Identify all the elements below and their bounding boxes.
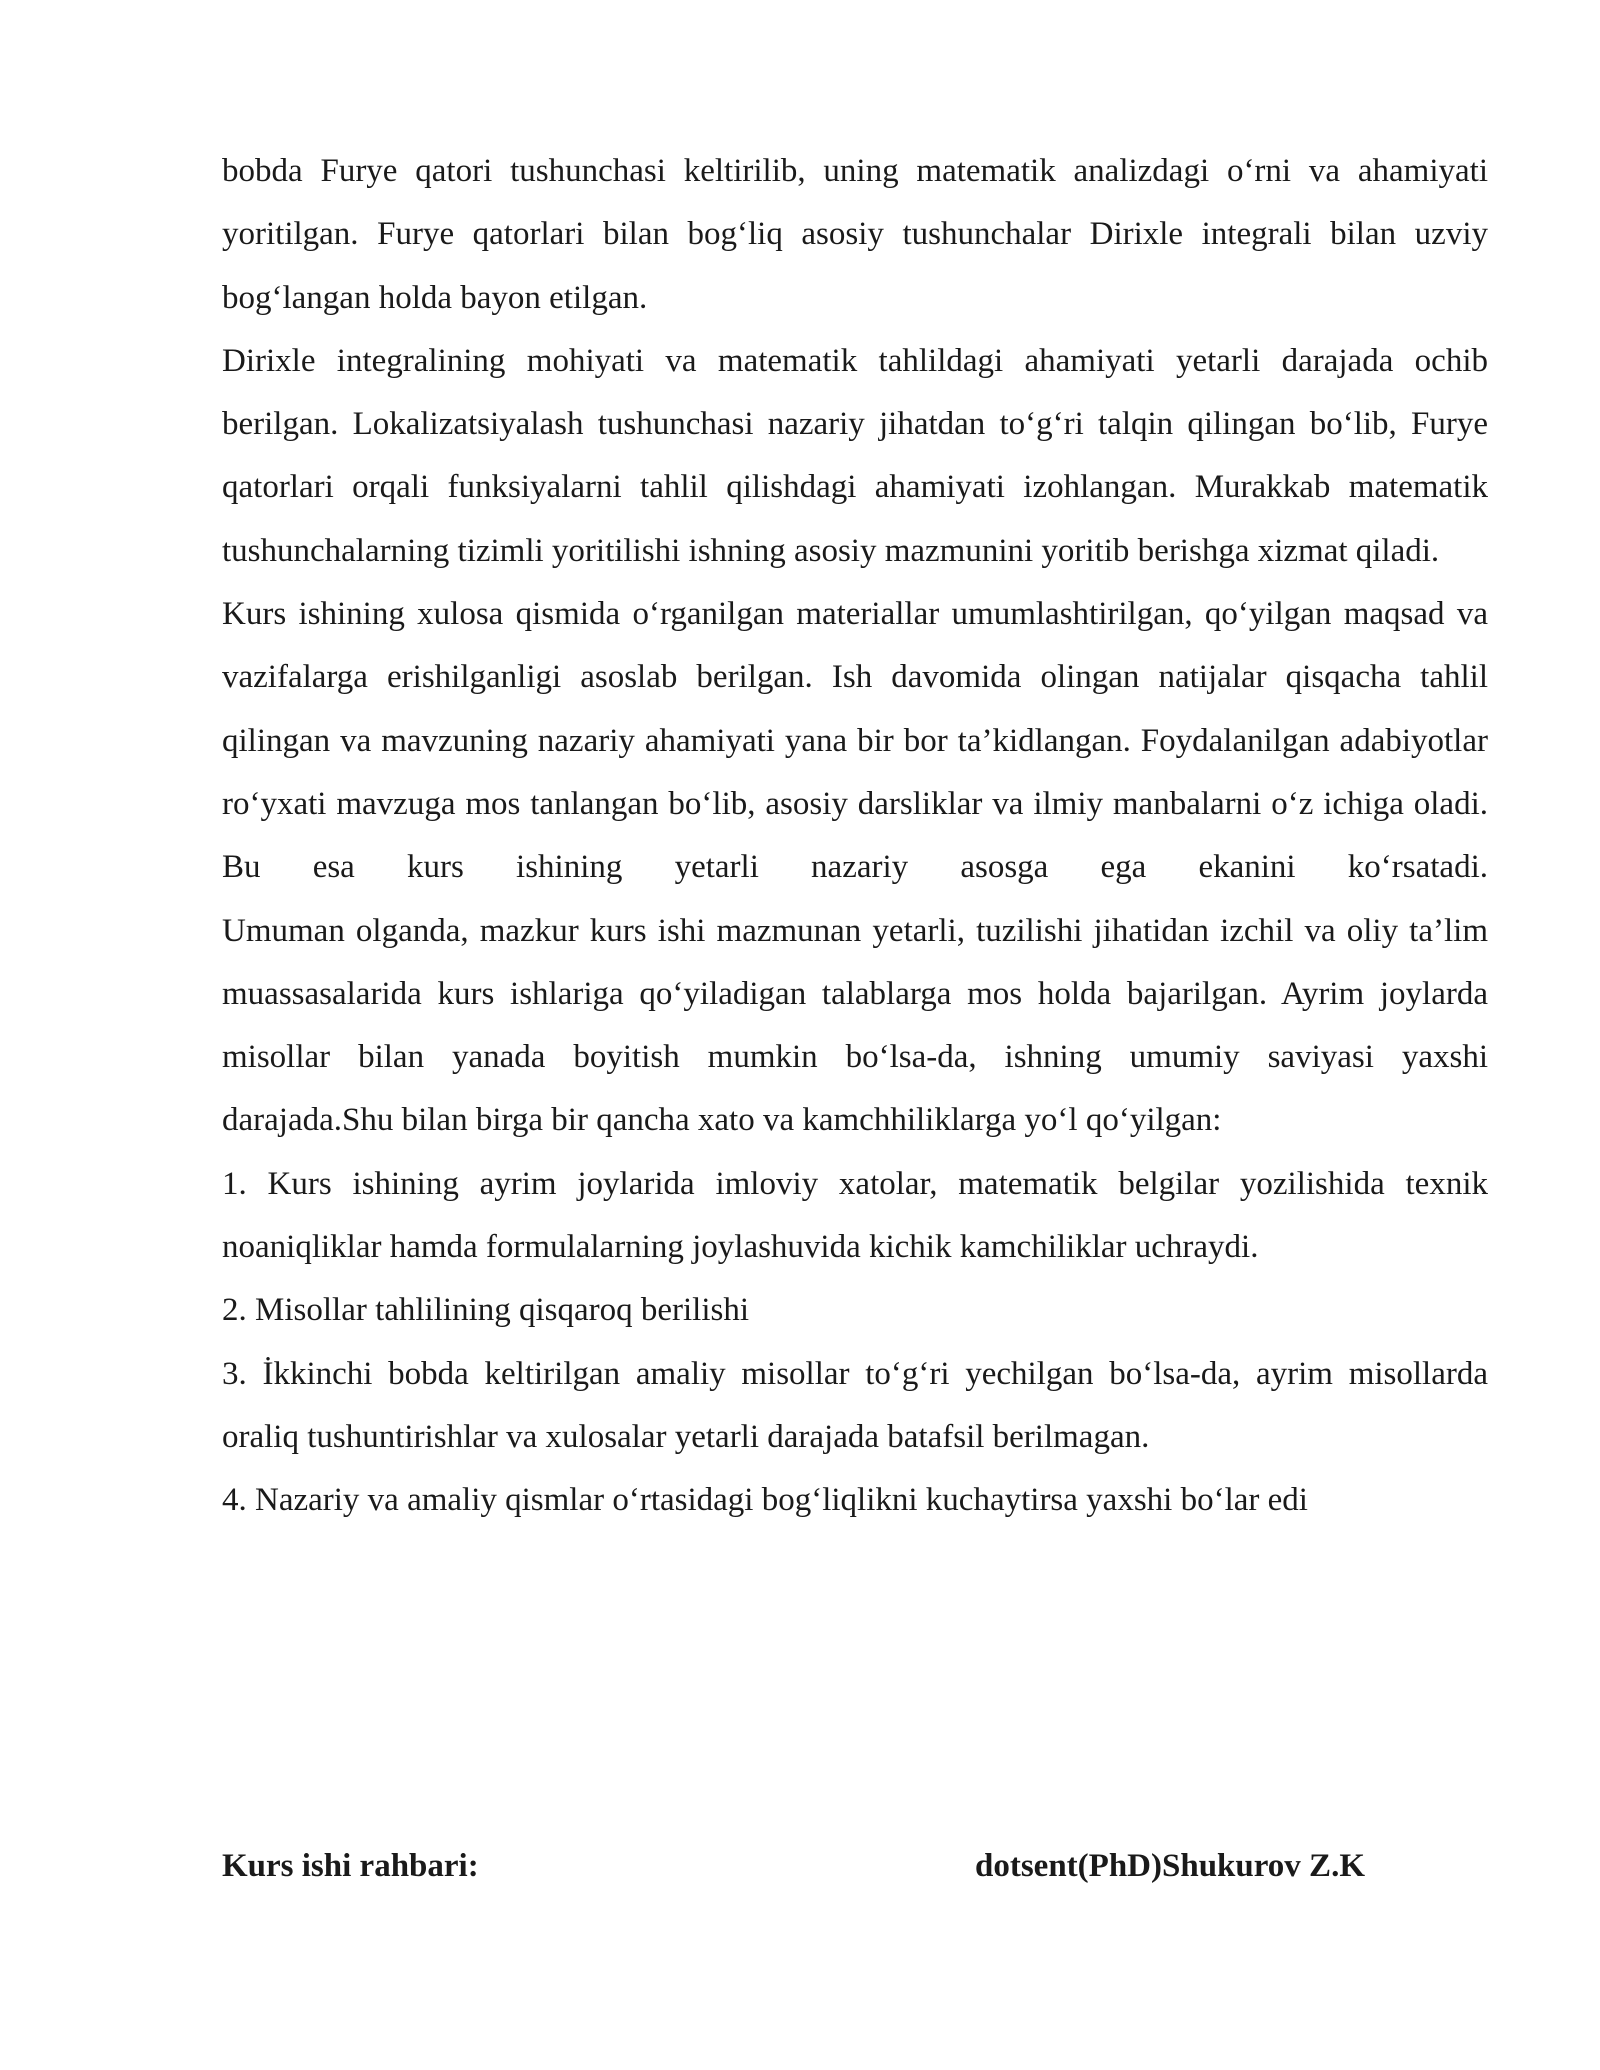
signature-label: Kurs ishi rahbari: xyxy=(222,1848,479,1884)
document-body xyxy=(222,140,1488,1533)
paragraph-chapter-summary: bobda Furye qatori tushunchasi keltirilib, uning matematik analizdagi o‘rni va ahamiyati yoritilgan. Furye qatorlari bilan bog‘liq asosiy tushunchalar Dirixle integrali bilan uzviy bog‘langan holda bayon etilgan. xyxy=(222,153,1488,316)
list-item-3: 3. İkkinchi bobda keltirilgan amaliy misollar to‘g‘ri yechilgan bo‘lsa-da, ayrim misollarda oraliq tushuntirishlar va xulosalar yetarli darajada batafsil berilmagan. xyxy=(222,1355,1488,1455)
paragraph-overall-assessment: Umuman olganda, mazkur kurs ishi mazmunan yetarli, tuzilishi jihatidan izchil va oliy ta’lim muassasalarida kurs ishlariga qo‘yiladigan talablarga mos holda bajarilgan. Ayrim joylarda misollar bilan yanada boyitish mumkin bo‘lsa-da, ishning umumiy saviyasi yaxshi darajada.Shu bilan birga bir qancha xato va kamchhiliklarga yo‘l qo‘yilgan: xyxy=(222,912,1488,1139)
list-item-2: 2. Misollar tahlilining qisqaroq berilishi xyxy=(222,1292,750,1329)
list-item-4: 4. Nazariy va amaliy qismlar o‘rtasidagi bog‘liqlikni kuchaytirsa yaxshi bo‘lar edi xyxy=(222,1482,1308,1519)
paragraph-conclusion-section: Kurs ishining xulosa qismida o‘rganilgan materiallar umumlashtirilgan, qo‘yilgan maqsad va vazifalarga erishilganligi asoslab berilgan. Ish davomida olingan natijalar qisqacha tahlil qilingan va mavzuning nazariy ahamiyati yana bir bor ta’kidlangan. Foydalanilgan adabiyotlar ro‘yxati mavzuga mos tanlangan bo‘lib, asosiy darsliklar va ilmiy manbalarni o‘z ichiga oladi. Bu esa kurs ishining yetarli nazariy asosga ega ekanini ko‘rsatadi. xyxy=(222,596,1488,886)
signature-name: dotsent(PhD)Shukurov Z.K xyxy=(975,1848,1365,1884)
paragraph-dirichlet-integral: Dirixle integralining mohiyati va matematik tahlildagi ahamiyati yetarli darajada ochib berilgan. Lokalizatsiyalash tushunchasi nazariy jihatdan to‘g‘ri talqin qilingan bo‘lib, Furye qatorlari orqali funksiyalarni tahlil qilishdagi ahamiyati izohlangan. Murakkab matematik tushunchalarning tizimli yoritilishi ishning asosiy mazmunini yoritib berishga xizmat qiladi. xyxy=(222,342,1488,569)
list-item-1: 1. Kurs ishining ayrim joylarida imloviy xatolar, matematik belgilar yozilishida texnik noaniqliklar hamda formulalarning joylashuvida kichik kamchiliklar uchraydi. xyxy=(222,1165,1488,1266)
signature-block xyxy=(222,1848,1488,1898)
